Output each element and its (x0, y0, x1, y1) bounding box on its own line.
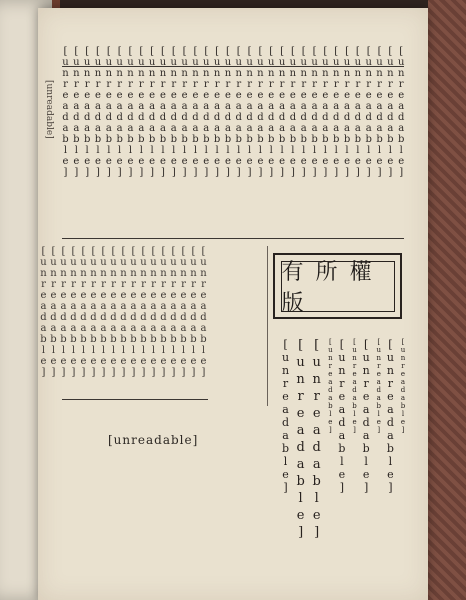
top-column: [unreadable] (103, 46, 115, 178)
top-column: [unreadable] (254, 46, 266, 178)
top-column: [unreadable] (179, 46, 191, 178)
margin-text: [unreadable] (44, 80, 54, 139)
publisher-column: [unreadable] (309, 338, 325, 542)
top-column: [unreadable] (114, 46, 126, 178)
top-column: [unreadable] (60, 46, 71, 178)
top-column: [unreadable] (265, 46, 277, 178)
middle-column: [unreadable] (78, 246, 89, 378)
top-column: [unreadable] (189, 46, 201, 178)
middle-column: [unreadable] (48, 246, 59, 378)
top-column: [unreadable] (222, 46, 234, 178)
top-column: [unreadable] (70, 46, 82, 178)
footer-caption: [unreadable] (108, 433, 199, 447)
copyright-title: 有所權版 (281, 260, 384, 316)
middle-column: [unreadable] (68, 246, 79, 378)
top-column: [unreadable] (200, 46, 212, 178)
middle-column: [unreadable] (198, 246, 209, 378)
publisher-column: [unreadable] (359, 338, 373, 494)
top-column: [unreadable] (363, 46, 375, 178)
middle-column: [unreadable] (58, 246, 69, 378)
publisher-column: [unreadable] (279, 338, 292, 494)
middle-column: [unreadable] (158, 246, 169, 378)
middle-column: [unreadable] (168, 246, 179, 378)
copyright-box-inner (281, 260, 395, 316)
edition-history-top (60, 46, 406, 234)
middle-column: [unreadable] (178, 246, 189, 378)
top-column: [unreadable] (287, 46, 299, 178)
middle-column: [unreadable] (188, 246, 199, 378)
top-column: [unreadable] (92, 46, 104, 178)
top-rule-2 (62, 238, 404, 239)
top-column: [unreadable] (330, 46, 342, 178)
publisher-column: [unreadable] (326, 338, 335, 434)
top-column: [unreadable] (135, 46, 147, 178)
top-column: [unreadable] (211, 46, 223, 178)
top-column: [unreadable] (319, 46, 331, 178)
top-column: [unreadable] (341, 46, 353, 178)
top-column: [unreadable] (81, 46, 93, 178)
publisher-column: [unreadable] (383, 338, 397, 494)
top-column: [unreadable] (298, 46, 310, 178)
publisher-column: [unreadable] (398, 338, 407, 434)
top-column: [unreadable] (395, 46, 407, 178)
publisher-info (280, 338, 406, 588)
middle-column: [unreadable] (148, 246, 159, 378)
book-cover-cloth (428, 0, 466, 600)
middle-column: [unreadable] (128, 246, 139, 378)
publisher-column: [unreadable] (350, 338, 359, 434)
top-column: [unreadable] (276, 46, 288, 178)
publisher-column: [unreadable] (293, 338, 309, 542)
middle-column: [unreadable] (88, 246, 99, 378)
top-column: [unreadable] (233, 46, 245, 178)
top-column: [unreadable] (374, 46, 386, 178)
top-column: [unreadable] (384, 46, 396, 178)
middle-column: [unreadable] (108, 246, 119, 378)
edition-history-middle (38, 246, 209, 401)
copyright-box (273, 253, 402, 319)
top-column: [unreadable] (309, 46, 321, 178)
middle-column: [unreadable] (138, 246, 149, 378)
top-column: [unreadable] (124, 46, 136, 178)
top-column: [unreadable] (146, 46, 158, 178)
publisher-column: [unreadable] (374, 338, 383, 434)
top-column: [unreadable] (157, 46, 169, 178)
top-column: [unreadable] (168, 46, 180, 178)
top-column: [unreadable] (352, 46, 364, 178)
middle-column: [unreadable] (98, 246, 109, 378)
section-divider (267, 246, 268, 406)
middle-column: [unreadable] (118, 246, 129, 378)
middle-column: [unreadable] (38, 246, 49, 378)
publisher-column: [unreadable] (335, 338, 349, 494)
document-page (38, 8, 428, 600)
top-column: [unreadable] (244, 46, 256, 178)
